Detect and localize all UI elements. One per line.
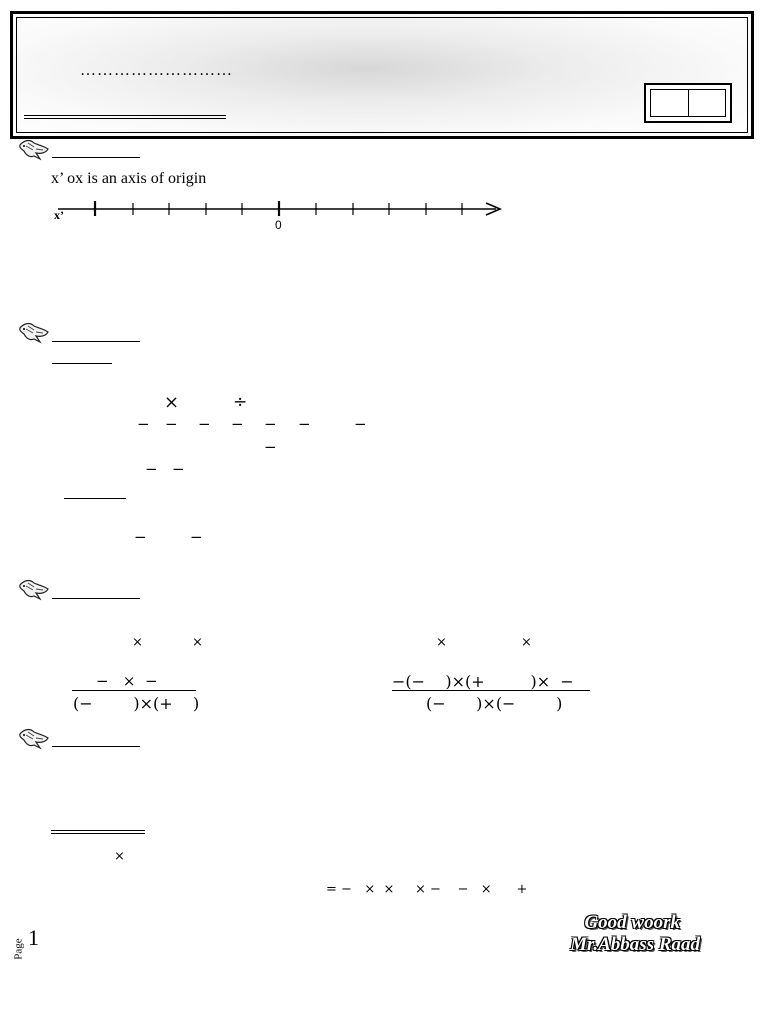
right-fraction-bar bbox=[392, 690, 590, 691]
minus-symbol: − bbox=[354, 415, 367, 433]
minus-symbol: − bbox=[190, 528, 203, 546]
q4-heading-underline bbox=[52, 746, 140, 747]
bird-icon bbox=[18, 577, 52, 603]
right-fraction-denominator: (− )×(− ) bbox=[426, 694, 563, 713]
times-symbol: × bbox=[436, 635, 447, 650]
times-symbol: × bbox=[164, 392, 180, 413]
divide-symbol: ÷ bbox=[233, 392, 248, 412]
times-symbol: × bbox=[132, 635, 143, 650]
signature-line-2: Mr.Abbass Raad bbox=[570, 934, 700, 955]
page-number-label bbox=[14, 925, 44, 970]
header-double-underline bbox=[24, 115, 226, 119]
q2-subheading-underline bbox=[52, 363, 112, 364]
q4-expression: = − × × × − − × + bbox=[326, 882, 528, 897]
minus-symbol: − bbox=[264, 415, 277, 433]
bird-icon bbox=[18, 137, 52, 163]
axis-left-label: x’ bbox=[54, 208, 64, 222]
score-cell-left bbox=[651, 90, 689, 116]
page-word: Page bbox=[12, 938, 25, 960]
name-dotted-field: ……………………… bbox=[80, 62, 233, 79]
times-symbol: × bbox=[114, 849, 125, 864]
minus-symbol: − bbox=[145, 460, 158, 478]
minus-symbol: − bbox=[231, 415, 244, 433]
page-number: 1 bbox=[28, 925, 39, 950]
q4-double-underline bbox=[51, 830, 145, 834]
left-fraction-bar bbox=[72, 690, 196, 691]
q2-heading-underline bbox=[52, 341, 140, 342]
left-fraction-denominator: (− )×(+ ) bbox=[73, 694, 200, 713]
q1-heading-underline bbox=[52, 157, 140, 158]
q1-statement: x’ ox is an axis of origin bbox=[51, 170, 207, 187]
minus-symbol: − bbox=[264, 438, 277, 456]
minus-symbol: − bbox=[134, 528, 147, 546]
minus-symbol: − bbox=[298, 415, 311, 433]
times-symbol: × bbox=[192, 635, 203, 650]
minus-symbol: − bbox=[198, 415, 211, 433]
left-fraction-numerator: − × − bbox=[96, 672, 158, 690]
score-box bbox=[644, 83, 732, 123]
minus-symbol: − bbox=[172, 460, 185, 478]
score-cell-right bbox=[689, 90, 726, 116]
origin-label: 0 bbox=[275, 218, 282, 232]
bird-icon bbox=[18, 320, 52, 346]
bird-icon bbox=[18, 726, 52, 752]
signature-line-1: Good woork bbox=[584, 912, 680, 933]
minus-symbol: − bbox=[137, 415, 150, 433]
minus-symbol: − bbox=[165, 415, 178, 433]
q3-heading-underline bbox=[52, 598, 140, 599]
times-symbol: × bbox=[521, 635, 532, 650]
q2-part-underline bbox=[64, 498, 126, 499]
right-fraction-numerator: −(− )×(+ )× − bbox=[392, 672, 574, 691]
